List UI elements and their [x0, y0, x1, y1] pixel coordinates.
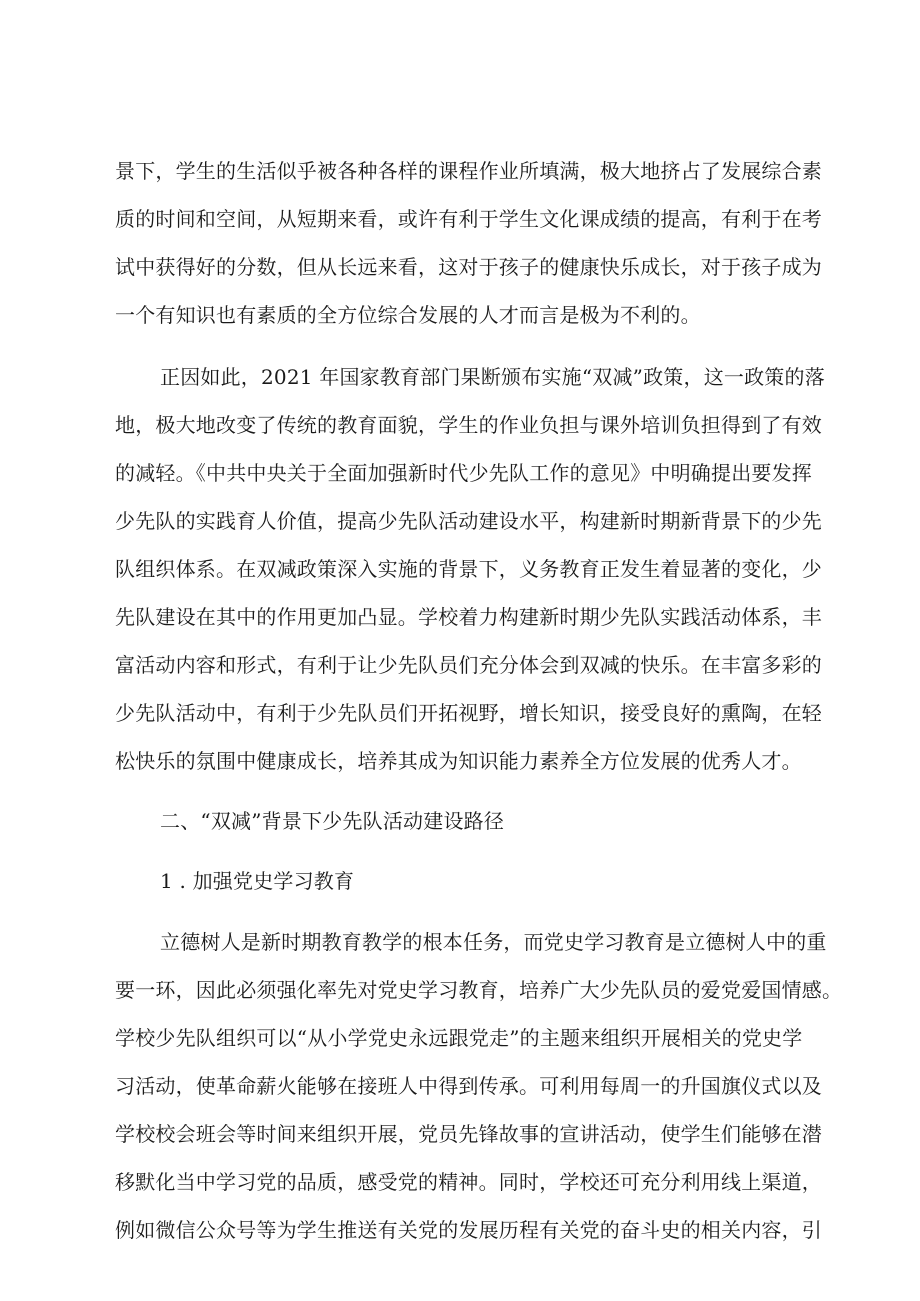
subsection-heading: 1 . 加强党史学习教育	[160, 869, 355, 893]
paragraph-2-line-3: 的减轻。《中共中央关于全面加强新时代少先队工作的意见》中明确提出要发挥	[115, 461, 812, 485]
paragraph-2-line-5: 队组织体系。在双减政策深入实施的背景下，义务教育正发生着显著的变化，少	[115, 557, 822, 581]
paragraph-1-line-2: 质的时间和空间，从短期来看，或许有利于学生文化课成绩的提高，有利于在考	[115, 207, 822, 231]
paragraph-2-line-2: 地，极大地改变了传统的教育面貌，学生的作业负担与课外培训负担得到了有效	[115, 413, 822, 437]
paragraph-3-line-4: 习活动，使革命薪火能够在接班人中得到传承。可利用每周一的升国旗仪式以及	[115, 1074, 822, 1098]
paragraph-3-line-5: 学校校会班会等时间来组织开展，党员先锋故事的宣讲活动，使学生们能够在潜	[115, 1122, 822, 1146]
paragraph-2-line-7: 富活动内容和形式，有利于让少先队员们充分体会到双减的快乐。在丰富多彩的	[115, 653, 822, 677]
paragraph-3-line-7: 例如微信公众号等为学生推送有关党的发展历程有关党的奋斗史的相关内容，引	[115, 1218, 822, 1242]
paragraph-3-line-3: 学校少先队组织可以“从小学党史永远跟党走”的主题来组织开展相关的党史学	[115, 1026, 803, 1050]
paragraph-1-line-1: 景下，学生的生活似乎被各种各样的课程作业所填满，极大地挤占了发展综合素	[115, 159, 822, 183]
paragraph-3-line-2: 要一环，因此必须强化率先对党史学习教育，培养广大少先队员的爱党爱国情感。	[115, 978, 843, 1002]
paragraph-2-line-1: 正因如此，2021 年国家教育部门果断颁布实施“双减”政策，这一政策的落	[160, 365, 825, 389]
paragraph-2-line-9: 松快乐的氛围中健康成长，培养其成为知识能力素养全方位发展的优秀人才。	[115, 749, 802, 773]
paragraph-2-line-4: 少先队的实践育人价值，提高少先队活动建设水平，构建新时期新背景下的少先	[115, 509, 822, 533]
paragraph-2-line-8: 少先队活动中，有利于少先队员们开拓视野，增长知识，接受良好的熏陶，在轻	[115, 701, 822, 725]
paragraph-1-line-3: 试中获得好的分数，但从长远来看，这对于孩子的健康快乐成长，对于孩子成为	[115, 255, 822, 279]
paragraph-2-line-6: 先队建设在其中的作用更加凸显。学校着力构建新时期少先队实践活动体系，丰	[115, 605, 822, 629]
section-heading: 二、“双减”背景下少先队活动建设路径	[160, 809, 505, 833]
paragraph-3-line-6: 移默化当中学习党的品质，感受党的精神。同时，学校还可充分利用线上渠道，	[115, 1170, 822, 1194]
paragraph-3-line-1: 立德树人是新时期教育教学的根本任务，而党史学习教育是立德树人中的重	[160, 930, 827, 954]
paragraph-1-line-4: 一个有知识也有素质的全方位综合发展的人才而言是极为不利的。	[115, 303, 701, 327]
